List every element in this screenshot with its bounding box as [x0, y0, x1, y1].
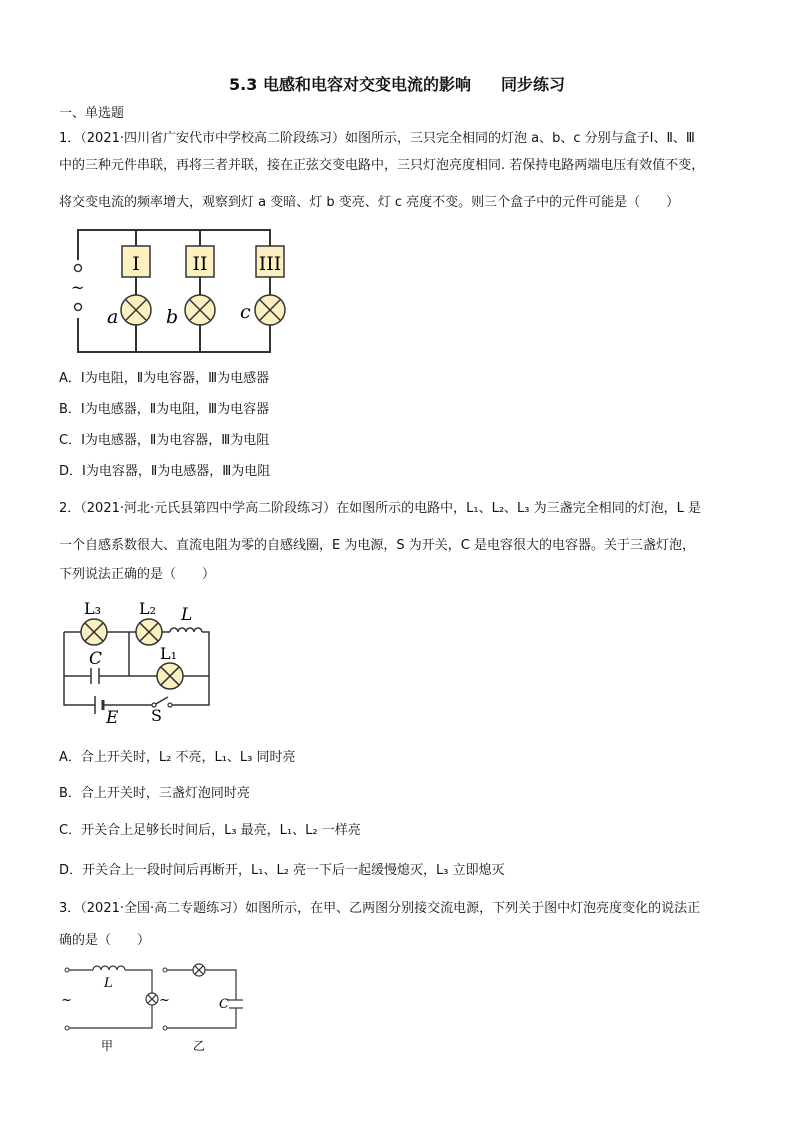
box-3-label: III: [258, 253, 282, 275]
q2-option-b: B．合上开关时，三盏灯泡同时亮: [59, 786, 250, 801]
q3-label-jia: 甲: [101, 1039, 114, 1053]
q3-lamp-right: [193, 964, 205, 976]
q1-option-d: D．Ⅰ为电容器，Ⅱ为电感器，Ⅲ为电阻: [59, 464, 271, 479]
lamp-a-label: a: [107, 306, 119, 328]
q2-option-c: C．开关合上足够长时间后，L₃ 最亮，L₁、L₂ 一样亮: [59, 823, 361, 838]
label-L2: L₂: [139, 599, 157, 618]
box-2-label: II: [192, 253, 208, 275]
label-L: L: [181, 605, 193, 625]
q3-label-C: C: [219, 997, 229, 1012]
q3-source-right: ~: [159, 993, 170, 1008]
label-C: C: [89, 649, 103, 669]
q2-line-3: 下列说法正确的是（ ）: [59, 567, 216, 582]
q1-line-2: 中的三种元件串联，再将三者并联，接在正弦交变电路中，三只灯泡亮度相同. 若保持电路两端电压有效值不变，: [59, 158, 705, 173]
q3-label-yi: 乙: [193, 1039, 206, 1053]
q3-inductor: [93, 966, 125, 970]
q1-option-a: A．Ⅰ为电阻，Ⅱ为电容器，Ⅲ为电感器: [59, 371, 270, 386]
q3-line-2: 确的是（ ）: [59, 933, 151, 948]
q2-line-2: 一个自感系数很大、直流电阻为零的自感线圈，E 为电源，S 为开关，C 是电容很大的电容器。关于三盏灯泡，: [59, 538, 695, 553]
box-1-label: I: [132, 253, 140, 275]
q3-label-L: L: [104, 976, 113, 991]
q3-source-left: ~: [61, 993, 72, 1008]
q1-source-symbol: ~: [71, 278, 85, 297]
q3-line-1: 3．（2021·全国·高二专题练习）如图所示，在甲、乙两图分别接交流电源，下列关于图中灯泡亮度变化的说法正: [59, 901, 701, 916]
q3-lamp-left: [146, 993, 158, 1005]
q2-option-d: D．开关合上一段时间后再断开，L₁、L₂ 亮一下后一起缓慢熄灭，L₃ 立即熄灭: [59, 863, 505, 878]
label-L1: L₁: [160, 644, 178, 663]
section-heading: 一、单选题: [59, 106, 125, 121]
label-S: S: [151, 706, 162, 725]
title-main: 5.3 电感和电容对交变电流的影响: [229, 75, 471, 94]
q1-option-c: C．Ⅰ为电感器，Ⅱ为电容器，Ⅲ为电阻: [59, 433, 270, 448]
q1-option-b: B．Ⅰ为电感器，Ⅱ为电阻，Ⅲ为电容器: [59, 402, 270, 417]
title-sub: 同步练习: [500, 75, 565, 94]
lamp-c-label: c: [240, 301, 251, 323]
q2-option-a: A．合上开关时，L₂ 不亮，L₁、L₃ 同时亮: [59, 750, 296, 765]
lamp-b-label: b: [166, 306, 179, 328]
q2-line-1: 2．（2021·河北·元氏县第四中学高二阶段练习）在如图所示的电路中，L₁、L₂、L₃ 为三盏完全相同的灯泡，L 是: [59, 501, 701, 516]
q1-line-1: 1．（2021·四川省广安代市中学校高二阶段练习）如图所示，三只完全相同的灯泡 a、b、c 分别与盒子Ⅰ、Ⅱ、Ⅲ: [59, 131, 695, 146]
label-E: E: [106, 708, 119, 728]
label-L3: L₃: [84, 599, 102, 618]
q1-line-3: 将交变电流的频率增大，观察到灯 a 变暗、灯 b 变亮、灯 c 亮度不变。则三个盒子中的元件可能是（ ）: [59, 195, 680, 210]
